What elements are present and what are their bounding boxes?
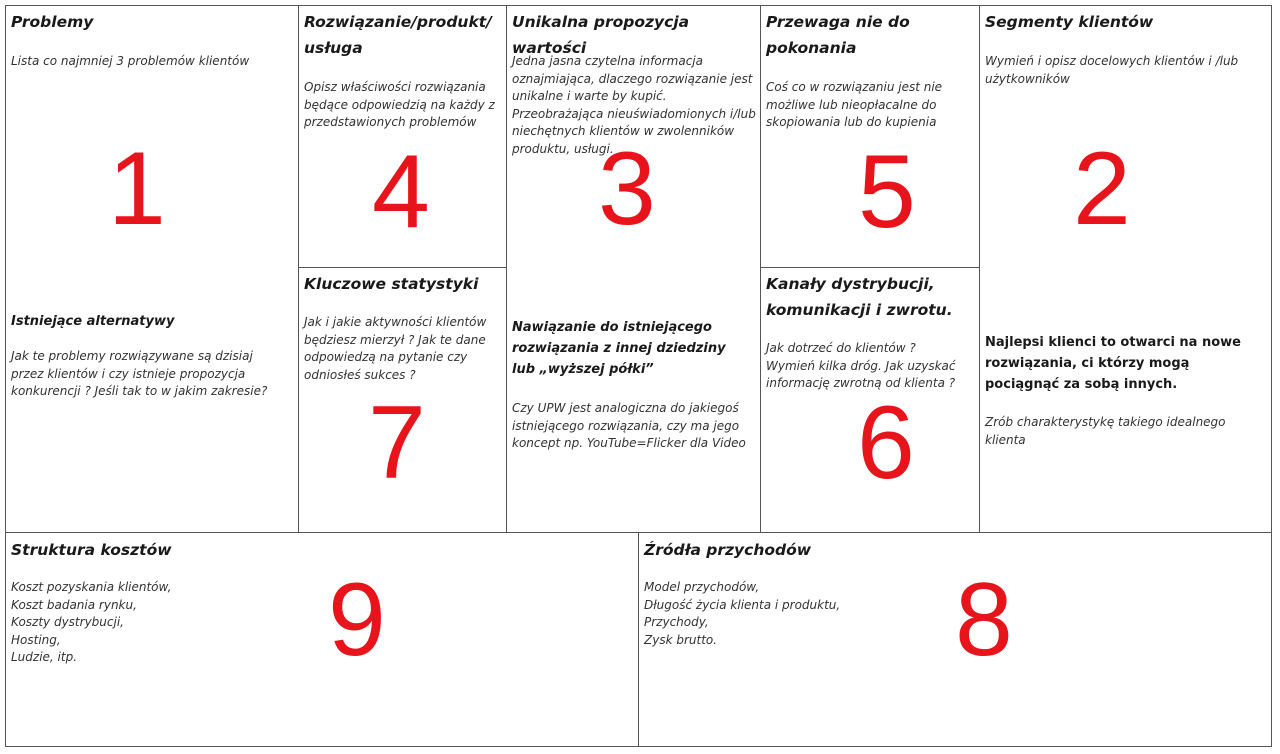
key-metrics-number: 7 <box>368 385 426 501</box>
costs-item: Koszt pozyskania klientów, <box>11 580 172 594</box>
advantage-title: Przewaga nie do pokonania <box>766 13 910 57</box>
revenue-item: Przychody, <box>644 615 709 629</box>
alternatives-desc: Jak te problemy rozwiązywane są dzisiaj przez klientów i czy istnieje propozycja konkurencji ? Jeśli tak to w jakim zakresie? <box>11 349 268 398</box>
early-adopters-title: Najlepsi klienci to otwarci na nowe rozwiązania, ci którzy mogą pociągnąć za sobą innych. <box>985 335 1241 392</box>
channels-desc: Jak dotrzeć do klientów ? Wymień kilka dróg. Jak uzyskać informację zwrotną od klienta ? <box>766 341 956 390</box>
high-level-concept-title: Nawiązanie do istniejącego rozwiązania z innej dziedziny lub „wyższej półki” <box>512 320 726 377</box>
channels-title: Kanały dystrybucji, komunikacji i zwrotu. <box>766 275 953 319</box>
solution-number: 4 <box>372 134 430 250</box>
segments-desc: Wymień i opisz docelowych klientów i /lub użytkowników <box>985 54 1239 86</box>
revenue-item: Długość życia klienta i produktu, <box>644 597 841 612</box>
problems-desc: Lista co najmniej 3 problemów klientów <box>11 54 250 68</box>
high-level-concept-desc: Czy UPW jest analogiczna do jakiegoś istniejącego rozwiązania, czy ma jego koncept np. YouTube=Flicker dla Video <box>512 401 746 450</box>
key-metrics-title: Kluczowe statystyki <box>304 275 479 293</box>
problems-number: 1 <box>108 131 166 247</box>
advantage-desc: Coś co w rozwiązaniu jest nie możliwe lub nieopłacalne do skopiowania lub do kupienia <box>766 80 943 129</box>
revenue-number: 8 <box>955 562 1013 678</box>
revenue-item: Model przychodów, <box>644 580 760 594</box>
revenue-title: Źródła przychodów <box>644 541 812 559</box>
revenue-item: Zysk brutto. <box>644 632 718 647</box>
uvp-title: Unikalna propozycja wartości <box>512 13 690 57</box>
segments-title: Segmenty klientów <box>985 13 1154 31</box>
costs-item: Koszt badania rynku, <box>11 597 137 612</box>
costs-item: Ludzie, itp. <box>11 650 78 664</box>
costs-item: Hosting, <box>11 632 61 647</box>
uvp-desc: Jedna jasna czytelna informacja oznajmiająca, dlaczego rozwiązanie jest unikalne i warte by kupić. Przeobrażająca nieuświadomionych i/lub niechętnych klientów w zwolenników produktu, usługi. <box>512 54 756 156</box>
costs-item: Koszty dystrybucji, <box>11 615 124 629</box>
solution-title: Rozwiązanie/produkt/usługa <box>304 13 492 57</box>
alternatives-title: Istniejące alternatywy <box>11 314 175 329</box>
channels-number: 6 <box>857 385 915 501</box>
solution-desc: Opisz właściwości rozwiązania będące odpowiedzią na każdy z przedstawionych problemów <box>304 80 495 129</box>
problems-cell <box>5 5 299 533</box>
key-metrics-desc: Jak i jakie aktywności klientów będziesz mierzył ? Jak te dane odpowiedzą na pytanie czy odniosłeś sukces ? <box>304 315 487 382</box>
costs-title: Struktura kosztów <box>11 541 172 559</box>
advantage-number: 5 <box>858 134 916 250</box>
uvp-number: 3 <box>598 131 656 247</box>
costs-number: 9 <box>328 562 386 678</box>
early-adopters-desc: Zrób charakterystykę takiego idealnego klienta <box>985 415 1226 447</box>
problems-title: Problemy <box>11 13 94 31</box>
segments-number: 2 <box>1073 131 1131 247</box>
